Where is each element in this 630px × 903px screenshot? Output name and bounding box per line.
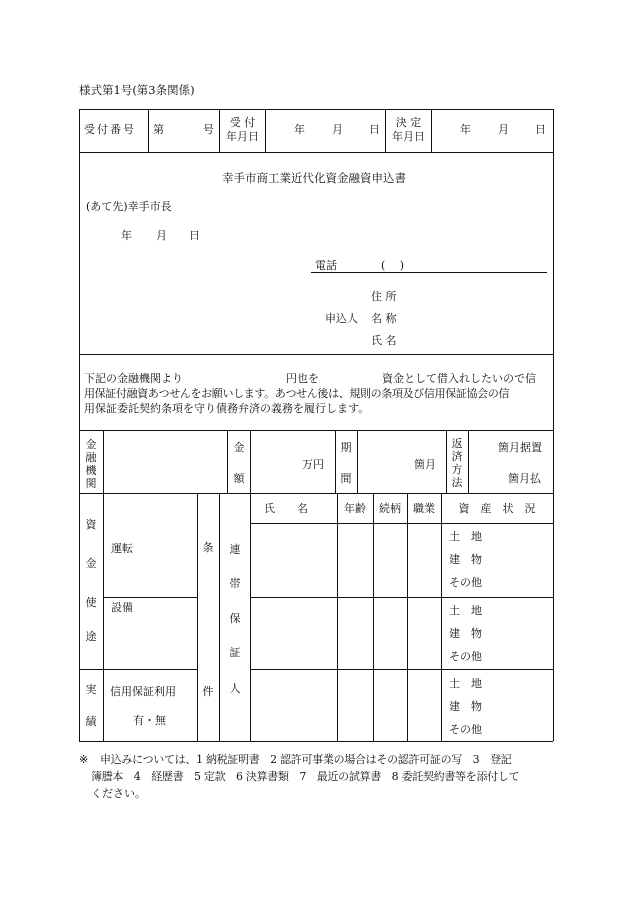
receipt-day: 日 xyxy=(369,123,380,136)
amount-label-2: 額 xyxy=(233,472,245,485)
decision-date-label: 決 定 xyxy=(395,116,422,129)
fund-working: 運転 xyxy=(111,542,133,555)
decision-date-label-2: 年月日 xyxy=(392,130,425,143)
receipt-date-label: 受 付 xyxy=(229,116,256,129)
date-month: 月 xyxy=(156,229,167,242)
guarantor-label-5: 人 xyxy=(229,682,241,695)
credit-use-label: 信用保証利用 xyxy=(110,685,176,698)
repay-label-2: 済 xyxy=(451,450,463,463)
institution-label-3: 機 xyxy=(85,464,97,477)
institution-label-4: 関 xyxy=(85,477,97,490)
decision-day: 日 xyxy=(535,123,546,136)
assets-3-land: 土 地 xyxy=(449,677,482,690)
guarantor-label-3: 保 xyxy=(229,612,241,625)
decision-year: 年 xyxy=(460,123,471,136)
repay-deferment: 箇月据置 xyxy=(498,441,542,454)
conditions-label-2: 件 xyxy=(202,685,214,698)
col-assets: 資 産 状 況 xyxy=(458,502,536,515)
col-job: 職業 xyxy=(413,502,435,515)
applicant-label: 申込人 xyxy=(325,312,358,325)
fund-use-label-1: 資 xyxy=(85,518,97,531)
receipt-number-label: 受付番号 xyxy=(84,123,136,136)
period-unit: 箇月 xyxy=(414,458,436,471)
assets-2-other: その他 xyxy=(449,650,482,663)
assets-2-building: 建 物 xyxy=(449,627,482,640)
period-label-1: 期 xyxy=(340,441,352,454)
addressee: (あて先)幸手市長 xyxy=(86,200,172,213)
phone-parens: ( ) xyxy=(381,259,405,272)
assets-2-land: 土 地 xyxy=(449,604,482,617)
assets-1-other: その他 xyxy=(449,576,482,589)
guarantor-label-1: 連 xyxy=(229,543,241,556)
assets-1-land: 土 地 xyxy=(449,530,482,543)
repay-installment: 箇月払 xyxy=(508,472,541,485)
repay-label-4: 法 xyxy=(451,476,463,489)
applicant-person-label: 氏 名 xyxy=(371,334,397,347)
col-age: 年齢 xyxy=(344,502,366,515)
conditions-label-1: 条 xyxy=(202,541,214,554)
fund-use-label-4: 途 xyxy=(85,630,97,643)
fund-use-label-3: 使 xyxy=(85,596,97,609)
note-line-3: ください。 xyxy=(91,787,146,800)
body-text-1a: 下記の金融機関より xyxy=(84,372,183,385)
credit-use-yes-no: 有・無 xyxy=(133,714,166,727)
applicant-address-label: 住 所 xyxy=(371,290,397,303)
date-day: 日 xyxy=(189,229,200,242)
assets-3-other: その他 xyxy=(449,723,482,736)
fund-equipment: 設備 xyxy=(111,601,133,614)
receipt-month: 月 xyxy=(332,123,343,136)
repay-label-1: 返 xyxy=(451,437,463,450)
phone-label: 電話 xyxy=(315,259,337,272)
guarantor-label-4: 証 xyxy=(229,646,241,659)
assets-3-building: 建 物 xyxy=(449,700,482,713)
col-relation: 続柄 xyxy=(379,502,401,515)
receipt-year: 年 xyxy=(294,123,305,136)
amount-unit: 万円 xyxy=(302,458,324,471)
form-id: 様式第1号(第3条関係) xyxy=(79,83,195,97)
amount-label-1: 金 xyxy=(233,441,245,454)
note-line-2: 簿謄本 4 経歴書 5 定款 6 決算書類 7 最近の試算書 8 委託契約書等を添付して xyxy=(91,770,520,783)
fund-use-label-2: 金 xyxy=(85,557,97,570)
applicant-name-label: 名 称 xyxy=(371,312,397,325)
repay-label-3: 方 xyxy=(451,463,463,476)
date-year: 年 xyxy=(121,229,132,242)
body-text-3: 用保証委託契約条項を守り債務弁済の義務を履行します。 xyxy=(84,402,370,415)
body-text-2: 用保証付融資あつせんをお願いします。あつせん後は、規則の条項及び信用保証協会の信 xyxy=(84,387,510,400)
body-text-1b: 円也を xyxy=(286,372,319,385)
receipt-go: 号 xyxy=(203,123,214,136)
record-label-2: 績 xyxy=(85,715,97,728)
col-name: 氏 名 xyxy=(264,502,308,515)
period-label-2: 間 xyxy=(340,472,352,485)
receipt-dai: 第 xyxy=(153,123,164,136)
form-title: 幸手市商工業近代化資金融資申込書 xyxy=(222,171,406,185)
note-line-1: 申込みについては、1 納税証明書 2 認許可事業の場合はその認許可証の写 3 登記 xyxy=(100,753,512,766)
institution-label-1: 金 xyxy=(85,438,97,451)
note-mark: ※ xyxy=(79,753,89,766)
institution-label-2: 融 xyxy=(85,451,97,464)
decision-month: 月 xyxy=(498,123,509,136)
record-label-1: 実 xyxy=(85,683,97,696)
guarantor-label-2: 帯 xyxy=(229,577,241,590)
receipt-date-label-2: 年月日 xyxy=(226,130,259,143)
body-text-1c: 資金として借入れしたいので信 xyxy=(382,372,536,385)
assets-1-building: 建 物 xyxy=(449,553,482,566)
